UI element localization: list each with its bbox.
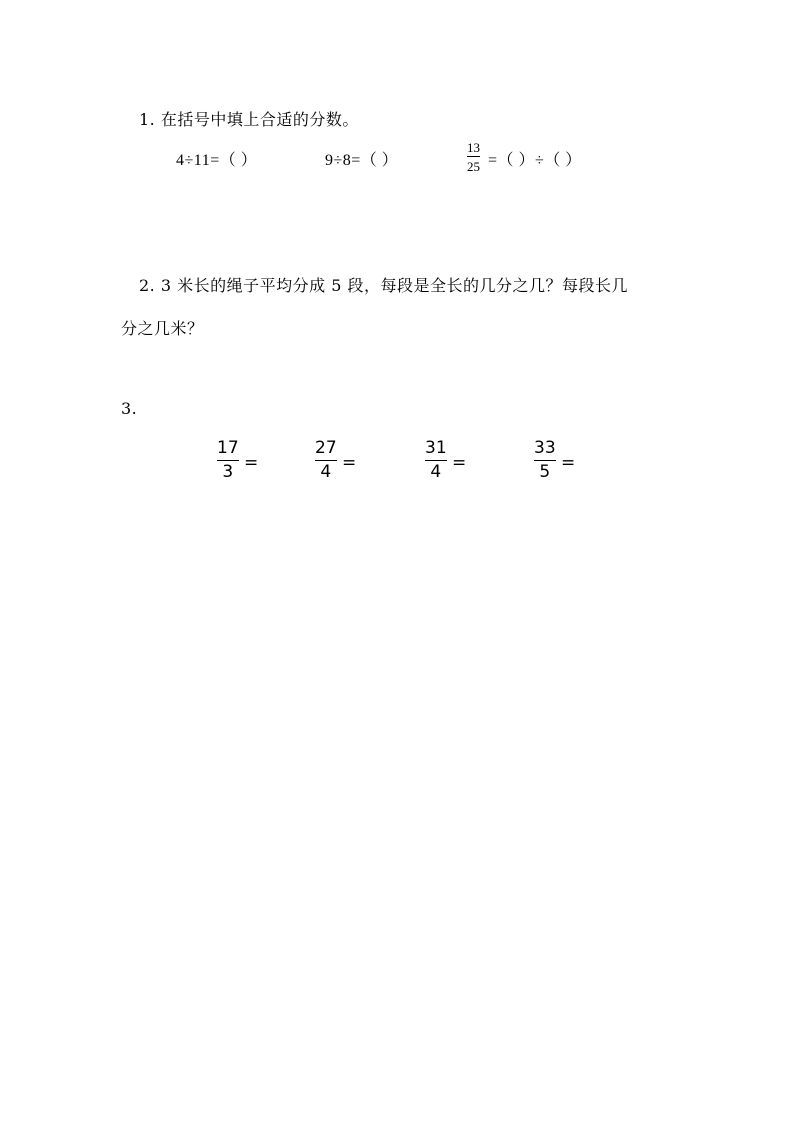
question-1-equation-b: 9÷8=（ ） xyxy=(325,152,399,169)
equals-sign: = xyxy=(342,453,357,473)
question-1-equation-a: 4÷11=（ ） xyxy=(176,152,258,169)
fraction-numerator: 31 xyxy=(425,438,447,458)
fraction-denominator: 4 xyxy=(430,462,442,482)
fraction-numerator: 33 xyxy=(534,438,556,458)
fraction-denominator: 5 xyxy=(539,462,551,482)
equals-sign: = xyxy=(452,453,467,473)
fraction-numerator: 17 xyxy=(217,438,239,458)
question-1-prompt: 1. 在括号中填上合适的分数。 xyxy=(139,110,359,129)
fraction-numerator: 13 xyxy=(467,140,480,155)
fraction-numerator: 27 xyxy=(315,438,337,458)
question-1-fraction-c xyxy=(467,141,480,173)
fraction-denominator: 4 xyxy=(320,462,332,482)
question-1-equation-c-tail: =（ ）÷（ ） xyxy=(488,152,582,169)
question-2-line-2: 分之几米？ xyxy=(121,319,204,338)
question-3-label: 3. xyxy=(121,399,138,418)
question-2-line-1: 2. 3 米长的绳子平均分成 5 段，每段是全长的几分之几？每段长几 xyxy=(139,276,628,295)
fraction-denominator: 3 xyxy=(222,462,234,482)
equals-sign: = xyxy=(244,453,259,473)
question-3-fraction-3 xyxy=(425,440,447,481)
equals-sign: = xyxy=(561,453,576,473)
question-3-fraction-4 xyxy=(534,440,556,481)
fraction-denominator: 25 xyxy=(467,159,480,174)
question-3-fraction-2 xyxy=(315,440,337,481)
question-3-fraction-1 xyxy=(217,440,239,481)
